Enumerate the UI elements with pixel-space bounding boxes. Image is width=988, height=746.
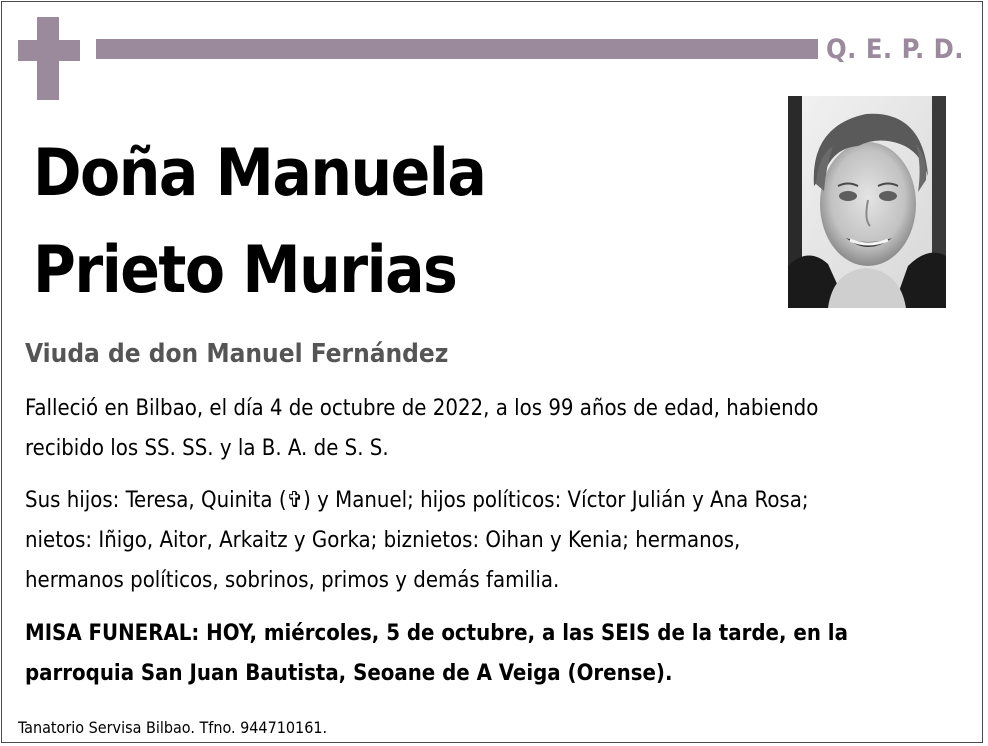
text-line: parroquia San Juan Bautista, Seoane de A Veiga (Orense). [25,661,673,686]
text-line [25,481,955,521]
text-segment: Sus hijos: Teresa, Quinita ( [25,488,287,513]
paragraph-family [25,481,955,601]
cross-icon-horizontal [18,40,80,61]
text-line: recibido los SS. SS. y la B. A. de S. S. [25,436,389,461]
deceased-name-line1: Doña Manuela [33,136,486,211]
text-segment: ) y Manuel; hijos políticos: Víctor Julián y Ana Rosa; [303,488,809,513]
paragraph-death-info [25,389,955,469]
qepd-label: Q. E. P. D. [826,34,965,65]
funeral-home-contact: Tanatorio Servisa Bilbao. Tfno. 944710161. [18,718,328,737]
text-line: nietos: Iñigo, Aitor, Arkaitz y Gorka; biznietos: Oihan y Kenia; hermanos, [25,528,741,553]
cross-icon: ✞ [286,488,304,513]
paragraph-funeral-mass [25,614,955,694]
text-line: hermanos políticos, sobrinos, primos y demás familia. [25,568,560,593]
deceased-photo [788,96,946,308]
text-line: Falleció en Bilbao, el día 4 de octubre de 2022, a los 99 años de edad, habiendo [25,396,819,421]
subtitle-widow-of: Viuda de don Manuel Fernández [25,339,449,369]
deceased-name-line2: Prieto Murias [33,233,457,308]
text-line: MISA FUNERAL: HOY, miércoles, 5 de octubre, a las SEIS de la tarde, en la [25,621,848,646]
header-rule [96,39,818,59]
